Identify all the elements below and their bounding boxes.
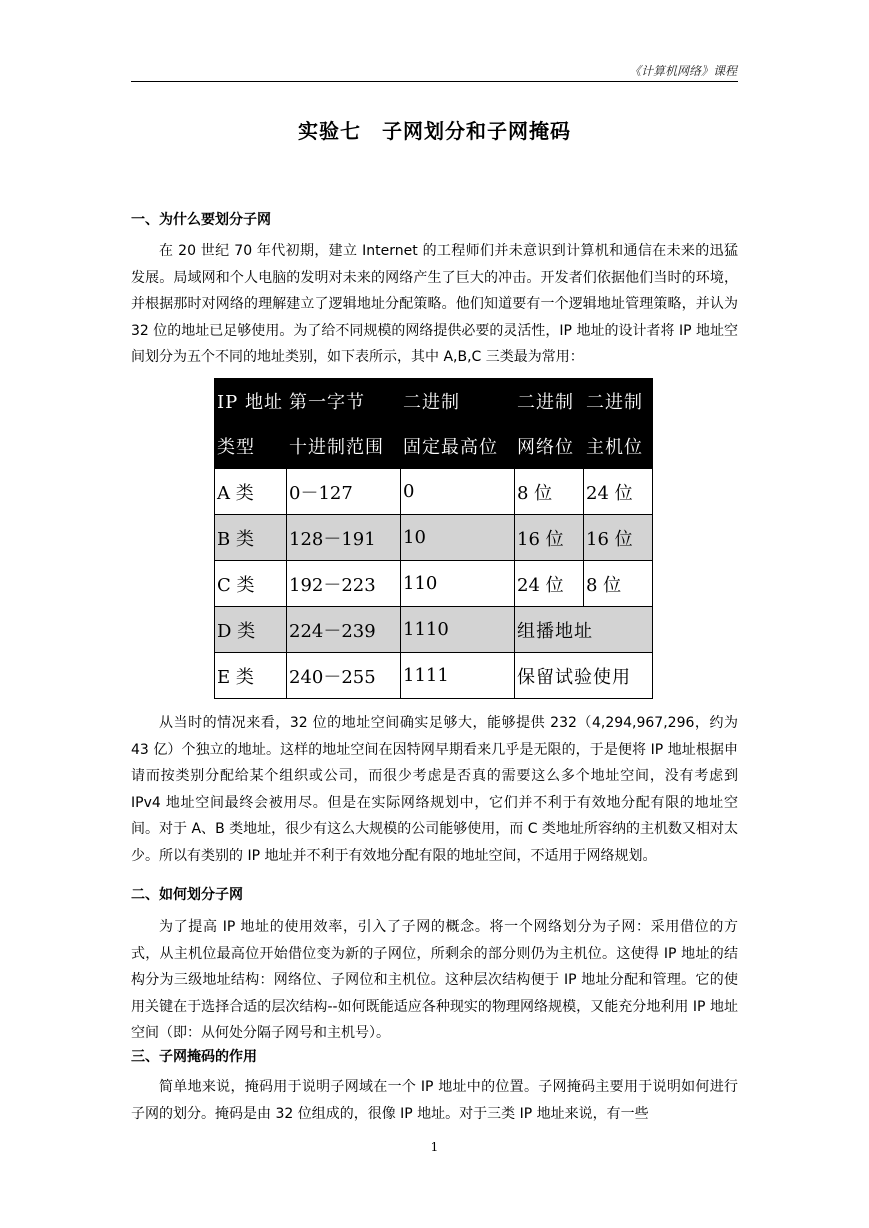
section1-paragraph-2: 从当时的情况来看，32 位的地址空间确实足够大，能够提供 232（4,294,967,296，约为 43 亿）个独立的地址。这样的地址空间在因特网早期看来几乎是无限的，于是便将 IP 地址根据申请而按类别分配给某个组织或公司，而很少考虑是否真的需要这么多个地址空间，没有考虑到 IPv4 地址空间最终会被用尽。但是在实际网络规划中，它们并不利于有效地分配有限的地址空间。对于 A、B 类地址，很少有这么大规模的公司能够使用，而 C 类地址所容纳的主机数又相对太少。所以有类别的 IP 地址并不利于有效地分配有限的地址空间，不适用于网络规划。 [131,715,738,864]
table-cell-bits: 1111 [401,653,515,699]
table-cell-bits: 110 [401,561,515,607]
table-header-cell: 网络位 [515,424,584,469]
table-cell-bits: 0 [401,469,515,515]
table-cell-range: 128－191 [287,515,401,561]
table-cell-type: C 类 [215,561,287,607]
section-heading-3: 三、子网掩码的作用 [131,1049,257,1065]
table-row [215,561,653,607]
table-cell-merged: 组播地址 [515,607,653,653]
table-cell-host: 8 位 [584,561,653,607]
table-header-cell: 主机位 [584,424,653,469]
table-row [215,469,653,515]
table-header-row [215,424,653,469]
table-header-row [215,379,653,424]
header-rule [131,81,738,82]
table-cell-type: A 类 [215,469,287,515]
table-cell-range: 0－127 [287,469,401,515]
table-cell-bits: 1110 [401,607,515,653]
course-header: 《计算机网络》课程 [628,64,737,78]
table-header-cell: 类型 [215,424,287,469]
table-header-cell: 二进制 [584,379,653,424]
section3-paragraph: 简单地来说，掩码用于说明子网域在一个 IP 地址中的位置。子网掩码主要用于说明如何进行子网的划分。掩码是由 32 位组成的，很像 IP 地址。对于三类 IP 地址来说，有一些 [131,1079,738,1122]
table-header-cell: 二进制 [515,379,584,424]
table-cell-host: 16 位 [584,515,653,561]
section1-paragraph-1: 在 20 世纪 70 年代初期，建立 Internet 的工程师们并未意识到计算机和通信在未来的迅猛发展。局域网和个人电脑的发明对未来的网络产生了巨大的冲击。开发者们依据他们当时的环境，并根据那时对网络的理解建立了逻辑地址分配策略。他们知道要有一个逻辑地址管理策略，并认为 32 位的地址已足够使用。为了给不同规模的网络提供必要的灵活性，IP 地址的设计者将 IP 地址空间划分为五个不同的地址类别，如下表所示，其中 A,B,C 三类最为常用： [131,243,738,365]
page-number: 1 [430,1140,439,1154]
table-cell-type: E 类 [215,653,287,699]
section-heading-2: 二、如何划分子网 [131,887,243,903]
table-cell-type: B 类 [215,515,287,561]
table-header-cell: 二进制 [401,379,515,424]
table-cell-range: 224－239 [287,607,401,653]
table-cell-net: 16 位 [515,515,584,561]
section2-paragraph: 为了提高 IP 地址的使用效率，引入了子网的概念。将一个网络划分为子网：采用借位的方式，从主机位最高位开始借位变为新的子网位，所剩余的部分则仍为主机位。这使得 IP 地址的结构分为三级地址结构：网络位、子网位和主机位。这种层次结构便于 IP 地址分配和管理。它的使用关键在于选择合适的层次结构--如何既能适应各种现实的物理网络规模，又能充分地利用 IP 地址空间（即：从何处分隔子网号和主机号）。 [131,919,738,1041]
page-title: 实验七 子网划分和子网掩码 [298,119,571,143]
table-row [215,653,653,699]
ip-class-table [214,378,653,699]
table-header-cell: 固定最高位 [401,424,515,469]
table-cell-bits: 10 [401,515,515,561]
table-cell-host: 24 位 [584,469,653,515]
table-header-cell: 十进制范围 [287,424,401,469]
table-cell-type: D 类 [215,607,287,653]
table-cell-range: 240－255 [287,653,401,699]
table-header-cell: IP 地址 [215,379,287,424]
table-header-cell: 第一字节 [287,379,401,424]
table-cell-range: 192－223 [287,561,401,607]
section-heading-1: 一、为什么要划分子网 [131,212,271,228]
table-cell-net: 8 位 [515,469,584,515]
table-cell-net: 24 位 [515,561,584,607]
table-row [215,515,653,561]
table-row [215,607,653,653]
table-cell-merged: 保留试验使用 [515,653,653,699]
